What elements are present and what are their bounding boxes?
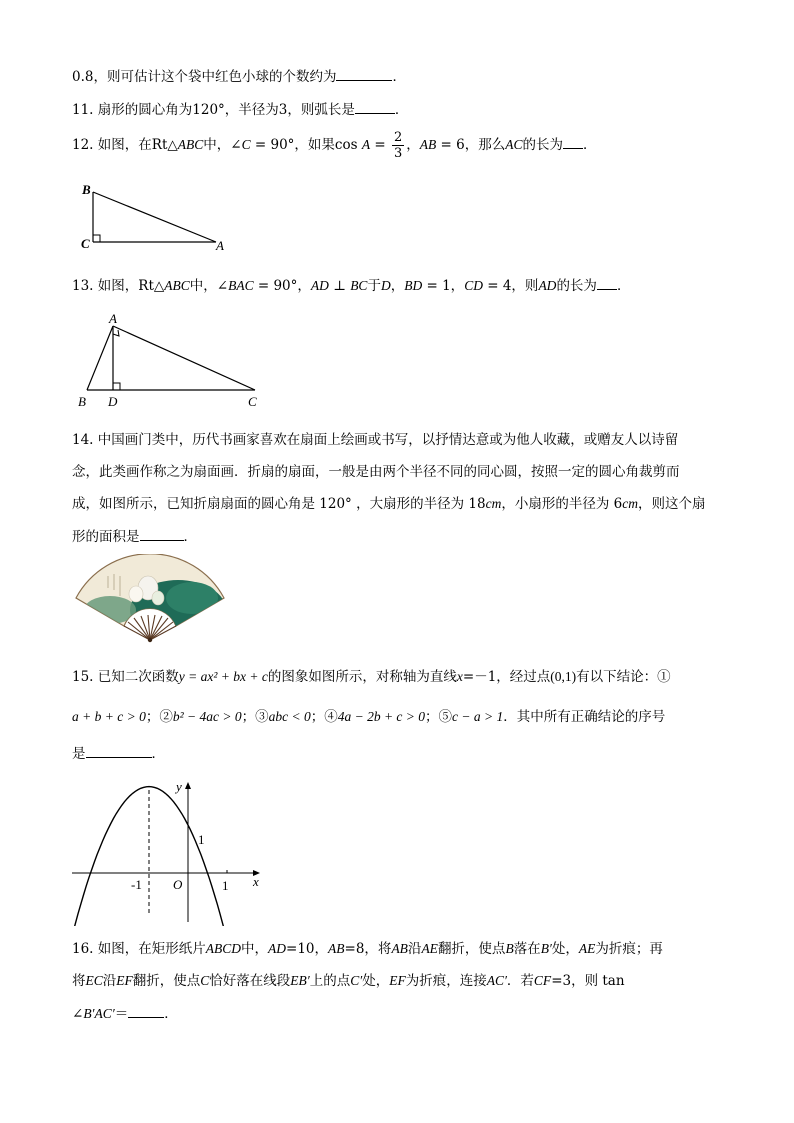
question-15-line-1: 15. 已知二次函数y = ax² + bx + c的图象如图所示，对称轴为直线x=－1，经过点(0,1)有以下结论：① bbox=[72, 669, 671, 685]
tick-label-x-neg1: -1 bbox=[131, 877, 142, 892]
question-15-line-3: 是 ． bbox=[72, 743, 165, 764]
vertex-label-a: A bbox=[216, 238, 224, 252]
question-16-line-1: 16. 如图，在矩形纸片ABCD中，AD=10，AB=8，将AB沿AE翻折，使点B落在B′处，AE为折痕；再 bbox=[72, 941, 663, 957]
answer-blank bbox=[86, 743, 152, 758]
question-11: 11. 扇形的圆心角为120°，半径为3，则弧长是 ． bbox=[72, 99, 408, 120]
axis-label-x: x bbox=[253, 874, 259, 889]
question-16-line-2: 将EC沿EF翻折，使点C恰好落在线段EB′上的点C′处，EF为折痕，连接AC′．若CF=3，则 tan bbox=[72, 973, 625, 989]
question-13: 13. 如图，Rt△ABC中，∠BAC = 90°，AD ⊥ BC于D，BD = 1，CD = 4，则AD的长为 ． bbox=[72, 275, 630, 296]
vertex-label-a: A bbox=[109, 311, 117, 326]
question-14-line-3: 成，如图所示，已知折扇扇面的圆心角是 120° ，大扇形的半径为 18cm，小扇形的半径为 6cm，则这个扇 bbox=[72, 496, 706, 512]
question-14-line-2: 念，此类画作称之为扇面画．折扇的扇面，一般是由两个半径不同的同心圆，按照一定的圆心角裁剪而 bbox=[72, 464, 680, 480]
question-14-line-4: 形的面积是 ． bbox=[72, 526, 197, 547]
answer-blank bbox=[336, 66, 392, 81]
vertex-label-b: B bbox=[82, 182, 91, 197]
parabola-graph bbox=[70, 776, 270, 926]
vertex-label-c: C bbox=[81, 236, 90, 251]
vertex-label-c: C bbox=[248, 394, 257, 409]
axis-label-y: y bbox=[176, 779, 182, 794]
answer-blank bbox=[355, 99, 395, 114]
vertex-label-d: D bbox=[108, 394, 118, 409]
answer-blank bbox=[140, 526, 184, 541]
vertex-label-b: B bbox=[78, 394, 86, 409]
triangle-figure-13 bbox=[74, 310, 274, 410]
question-14-line-1: 14. 中国画门类中，历代书画家喜欢在扇面上绘画或书写，以抒情达意或为他人收藏，或赠友人以诗留 bbox=[72, 432, 679, 448]
origin-label: O bbox=[173, 877, 183, 892]
tick-label-x-1: 1 bbox=[222, 878, 229, 893]
question-10-tail: 0.8，则可估计这个袋中红色小球的个数约为 ． bbox=[72, 66, 406, 87]
question-12: 12. 如图，在Rt△ABC中，∠C = 90°，如果cos A = $\frac{2}{3}$ ，AB = 6，那么AC的长为 ． bbox=[72, 130, 597, 161]
answer-blank bbox=[563, 134, 583, 149]
question-15-line-2: a + b + c > 0；②b² − 4ac > 0；③abc < 0；④4a − 2b + c > 0；⑤c − a > 1．其中所有正确结论的序号 bbox=[72, 709, 666, 725]
answer-blank bbox=[597, 275, 617, 290]
fan-painting-image bbox=[72, 554, 228, 644]
tick-label-y-1: 1 bbox=[198, 832, 205, 847]
answer-blank bbox=[128, 1003, 164, 1018]
fraction: $\frac{2}{3}$ bbox=[393, 130, 403, 161]
question-16-line-3: ∠B′AC′＝ ． bbox=[72, 1003, 178, 1024]
triangle-figure-12 bbox=[76, 178, 236, 252]
